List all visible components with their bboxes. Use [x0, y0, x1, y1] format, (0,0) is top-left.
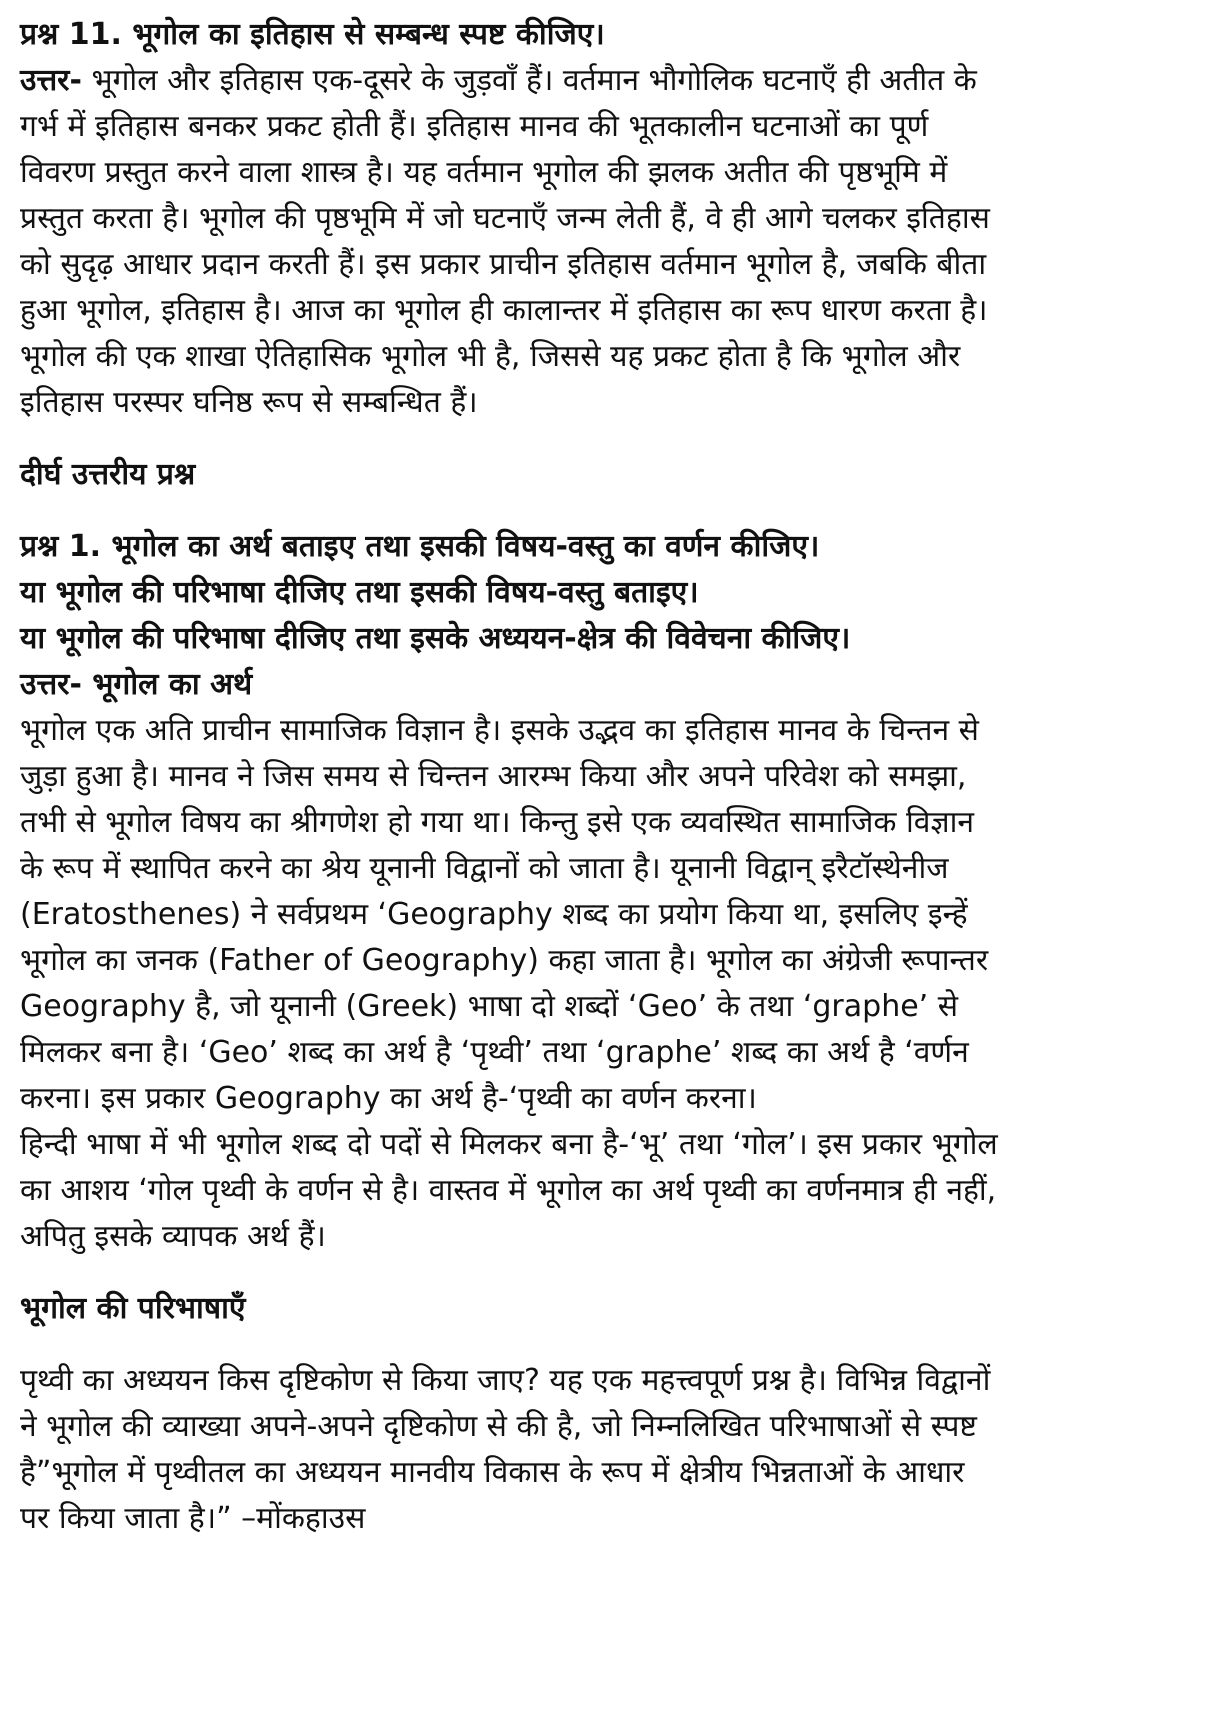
definitions-line-1: पृथ्वी का अध्ययन किस दृष्टिकोण से किया जाए? यह एक महत्त्वपूर्ण प्रश्न है। विभिन्न विद्वानों [20, 1363, 991, 1398]
answer-label: उत्तर- [20, 63, 82, 98]
answer-1-p2-line-2: का आशय ‘गोल पृथ्वी के वर्णन से है। वास्तव में भूगोल का अर्थ पृथ्वी का वर्णनमात्र ही नहीं, [20, 1173, 997, 1208]
answer-11-line-1: उत्तर- भूगोल और इतिहास एक-दूसरे के जुड़वाँ हैं। वर्तमान भौगोलिक घटनाएँ ही अतीत के [20, 63, 977, 98]
spacer [20, 426, 1215, 452]
answer-11-line-7: भूगोल की एक शाखा ऐतिहासिक भूगोल भी है, जिससे यह प्रकट होता है कि भूगोल और [20, 339, 961, 374]
definitions-heading: भूगोल की परिभाषाएँ [20, 1291, 246, 1326]
answer-11-line-4: प्रस्तुत करता है। भूगोल की पृष्ठभूमि में जो घटनाएँ जन्म लेती हैं, वे ही आगे चलकर इतिहास [20, 201, 990, 236]
section-heading-long-answer: दीर्घ उत्तरीय प्रश्न [20, 457, 196, 492]
answer-1-p1-line-4: के रूप में स्थापित करने का श्रेय यूनानी विद्वानों को जाता है। यूनानी विद्वान् इरैटॉस्थेनीज [20, 851, 949, 886]
answer-1-p1-line-1: भूगोल एक अति प्राचीन सामाजिक विज्ञान है। इसके उद्भव का इतिहास मानव के चिन्तन से [20, 713, 979, 748]
spacer [20, 1260, 1215, 1286]
answer-11-line-5: को सुदृढ़ आधार प्रदान करती हैं। इस प्रकार प्राचीन इतिहास वर्तमान भूगोल है, जबकि बीता [20, 247, 987, 282]
question-1-line-1: प्रश्न 1. भूगोल का अर्थ बताइए तथा इसकी विषय-वस्तु का वर्णन कीजिए। [20, 529, 820, 564]
document-page [20, 12, 1215, 1542]
answer-1-p1-line-3: तभी से भूगोल विषय का श्रीगणेश हो गया था। किन्तु इसे एक व्यवस्थित सामाजिक विज्ञान [20, 805, 975, 840]
answer-1-p1-line-9: करना। इस प्रकार Geography का अर्थ है-‘पृथ्वी का वर्णन करना। [20, 1081, 757, 1116]
question-1-line-3: या भूगोल की परिभाषा दीजिए तथा इसके अध्ययन-क्षेत्र की विवेचना कीजिए। [20, 621, 851, 656]
question-1-line-2: या भूगोल की परिभाषा दीजिए तथा इसकी विषय-वस्तु बताइए। [20, 575, 699, 610]
answer-11-line-8: इतिहास परस्पर घनिष्ठ रूप से सम्बन्धित हैं। [20, 385, 478, 420]
answer-1-p1-line-8: मिलकर बना है। ‘Geo’ शब्द का अर्थ है ‘पृथ्वी’ तथा ‘graphe’ शब्द का अर्थ है ‘वर्णन [20, 1035, 969, 1070]
answer-11-line-3: विवरण प्रस्तुत करने वाला शास्त्र है। यह वर्तमान भूगोल की झलक अतीत की पृष्ठभूमि में [20, 155, 948, 190]
spacer [20, 1332, 1215, 1358]
definitions-line-3: है”भूगोल में पृथ्वीतल का अध्ययन मानवीय विकास के रूप में क्षेत्रीय भिन्नताओं के आधार [20, 1455, 965, 1490]
answer-1-p2-line-3: अपितु इसके व्यापक अर्थ हैं। [20, 1219, 326, 1254]
spacer [20, 498, 1215, 524]
answer-11-line-6: हुआ भूगोल, इतिहास है। आज का भूगोल ही कालान्तर में इतिहास का रूप धारण करता है। [20, 293, 988, 328]
answer-1-p2-line-1: हिन्दी भाषा में भी भूगोल शब्द दो पदों से मिलकर बना है-‘भू’ तथा ‘गोल’। इस प्रकार भूगोल [20, 1127, 998, 1162]
definitions-line-2: ने भूगोल की व्याख्या अपने-अपने दृष्टिकोण से की है, जो निम्नलिखित परिभाषाओं से स्पष्ट [20, 1409, 977, 1444]
answer-1-p1-line-2: जुड़ा हुआ है। मानव ने जिस समय से चिन्तन आरम्भ किया और अपने परिवेश को समझा, [20, 759, 967, 794]
answer-11-line-2: गर्भ में इतिहास बनकर प्रकट होती हैं। इतिहास मानव की भूतकालीन घटनाओं का पूर्ण [20, 109, 929, 144]
answer-1-p1-line-5: (Eratosthenes) ने सर्वप्रथम ‘Geography शब्द का प्रयोग किया था, इसलिए इन्हें [20, 897, 968, 932]
definitions-line-4: पर किया जाता है।” –मोंकहाउस [20, 1501, 366, 1536]
answer-1-p1-line-6: भूगोल का जनक (Father of Geography) कहा जाता है। भूगोल का अंग्रेजी रूपान्तर [20, 943, 989, 978]
answer-1-p1-line-7: Geography है, जो यूनानी (Greek) भाषा दो शब्दों ‘Geo’ के तथा ‘graphe’ से [20, 989, 959, 1024]
question-11: प्रश्न 11. भूगोल का इतिहास से सम्बन्ध स्पष्ट कीजिए। [20, 17, 605, 52]
answer-1-heading: उत्तर- भूगोल का अर्थ [20, 667, 253, 702]
